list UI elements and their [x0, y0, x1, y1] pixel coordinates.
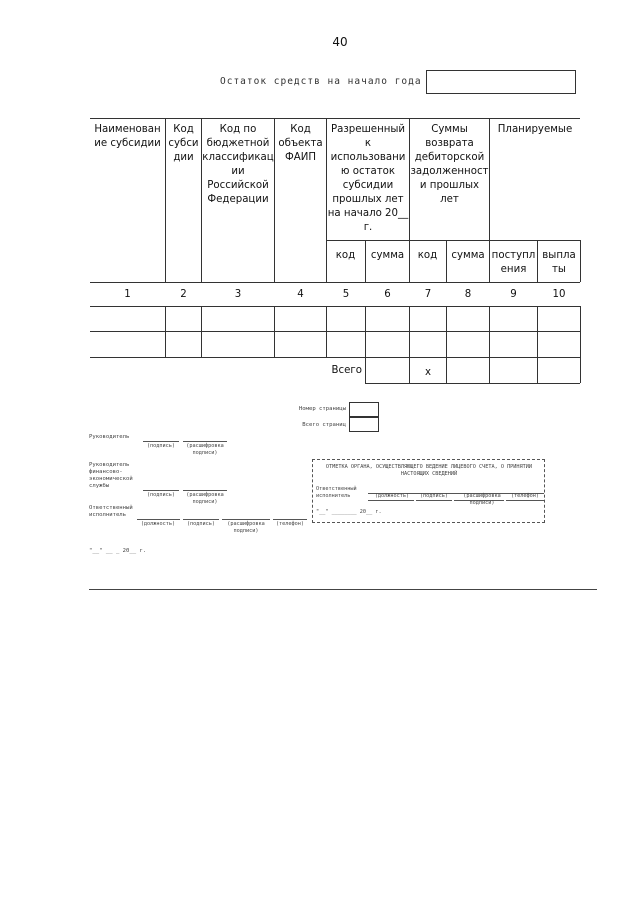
column-number: 6 [384, 289, 391, 300]
mark-position-line[interactable] [368, 500, 414, 501]
mark-position-caption: (должность) [374, 493, 410, 499]
column-number: 10 [552, 289, 566, 300]
total-label: Всего [331, 365, 362, 376]
mark-resp-label: Ответственный исполнитель [316, 486, 357, 499]
mark-date-field[interactable]: "__" ________ 20__ г. [316, 509, 382, 515]
column-number: 4 [297, 289, 304, 300]
opening-balance-label: Остаток средств на начало года [220, 76, 422, 87]
resp-phone-line[interactable] [273, 519, 307, 520]
page-number-field[interactable] [349, 402, 379, 417]
head-sign-line[interactable] [143, 441, 179, 442]
column-number: 3 [234, 289, 242, 300]
column-number: 8 [464, 289, 472, 300]
page-number-label: Номер страницы [298, 406, 346, 412]
resp-decode-caption: (расшифровка подписи) [227, 521, 265, 534]
column-number: 7 [424, 289, 432, 300]
mark-phone-caption: (телефон) [510, 493, 540, 499]
header-subsidy-name: Наименован ие субсидии [94, 124, 161, 149]
bottom-rule [89, 589, 597, 590]
mark-decode-caption: (расшифровка подписи) [463, 493, 501, 506]
resp-position-line[interactable] [137, 519, 180, 520]
total-pages-label: Всего страниц [302, 422, 346, 428]
resp-decode-line[interactable] [222, 519, 270, 520]
header-budget-classification-code: Код по бюджетной классификац ии Российской Федерации [202, 124, 274, 205]
header-allowed-balance: Разрешенный к использовани ю остаток субсидии прошлых лет на начало 20__ г. [327, 124, 409, 233]
subheader-code-2: код [417, 250, 438, 261]
subheader-payout: выпла ты [542, 250, 576, 275]
subheader-income: поступл ения [491, 250, 536, 275]
resp-phone-caption: (телефон) [275, 521, 305, 527]
resp-sign-line[interactable] [183, 519, 219, 520]
subheader-code-1: код [335, 250, 356, 261]
resp-sign-caption: (подпись) [186, 521, 216, 527]
column-number: 5 [342, 289, 350, 300]
head-decode-line[interactable] [183, 441, 227, 442]
header-subsidy-code: Код субси дии [168, 124, 199, 163]
column-number: 2 [180, 289, 187, 300]
resp-label: Ответственный исполнитель [89, 505, 133, 518]
resp-position-caption: (должность) [140, 521, 176, 527]
total-pages-field[interactable] [349, 417, 379, 432]
fin-head-label: Руководитель финансово- экономической службы [89, 462, 133, 489]
header-faip-code: Код объекта ФАИП [278, 124, 323, 163]
head-decode-caption: (расшифровка подписи) [186, 443, 224, 456]
page-number: 40 [332, 35, 348, 49]
date-field[interactable]: "__" __ _ 20__ г. [89, 548, 147, 554]
fin-sign-caption: (подпись) [146, 492, 176, 498]
subheader-sum-2: сумма [451, 250, 485, 261]
head-label: Руководитель [89, 434, 130, 440]
mark-phone-line[interactable] [506, 500, 544, 501]
fin-decode-line[interactable] [183, 490, 227, 491]
mark-sign-line[interactable] [416, 500, 452, 501]
mark-sign-caption: (подпись) [419, 493, 449, 499]
subheader-sum-1: сумма [370, 250, 405, 261]
mark-box-title: ОТМЕТКА ОРГАНА, ОСУЩЕСТВЛЯЮЩЕГО ВЕДЕНИЕ ЛИЦЕВОГО СЧЕТА, О ПРИНЯТИИ НАСТОЯЩИХ СВЕДЕНИЙ [325, 464, 533, 477]
fin-sign-line[interactable] [143, 490, 179, 491]
header-receivable-returns: Суммы возврата дебиторской задолженност и прошлых лет [410, 124, 489, 205]
column-number: 9 [510, 289, 517, 300]
fin-decode-caption: (расшифровка подписи) [186, 492, 224, 505]
column-number: 1 [124, 289, 131, 300]
head-sign-caption: (подпись) [146, 443, 176, 449]
subsidy-table [0, 0, 640, 420]
header-planned: Планируемые [497, 124, 573, 135]
total-x-mark: x [424, 367, 432, 378]
